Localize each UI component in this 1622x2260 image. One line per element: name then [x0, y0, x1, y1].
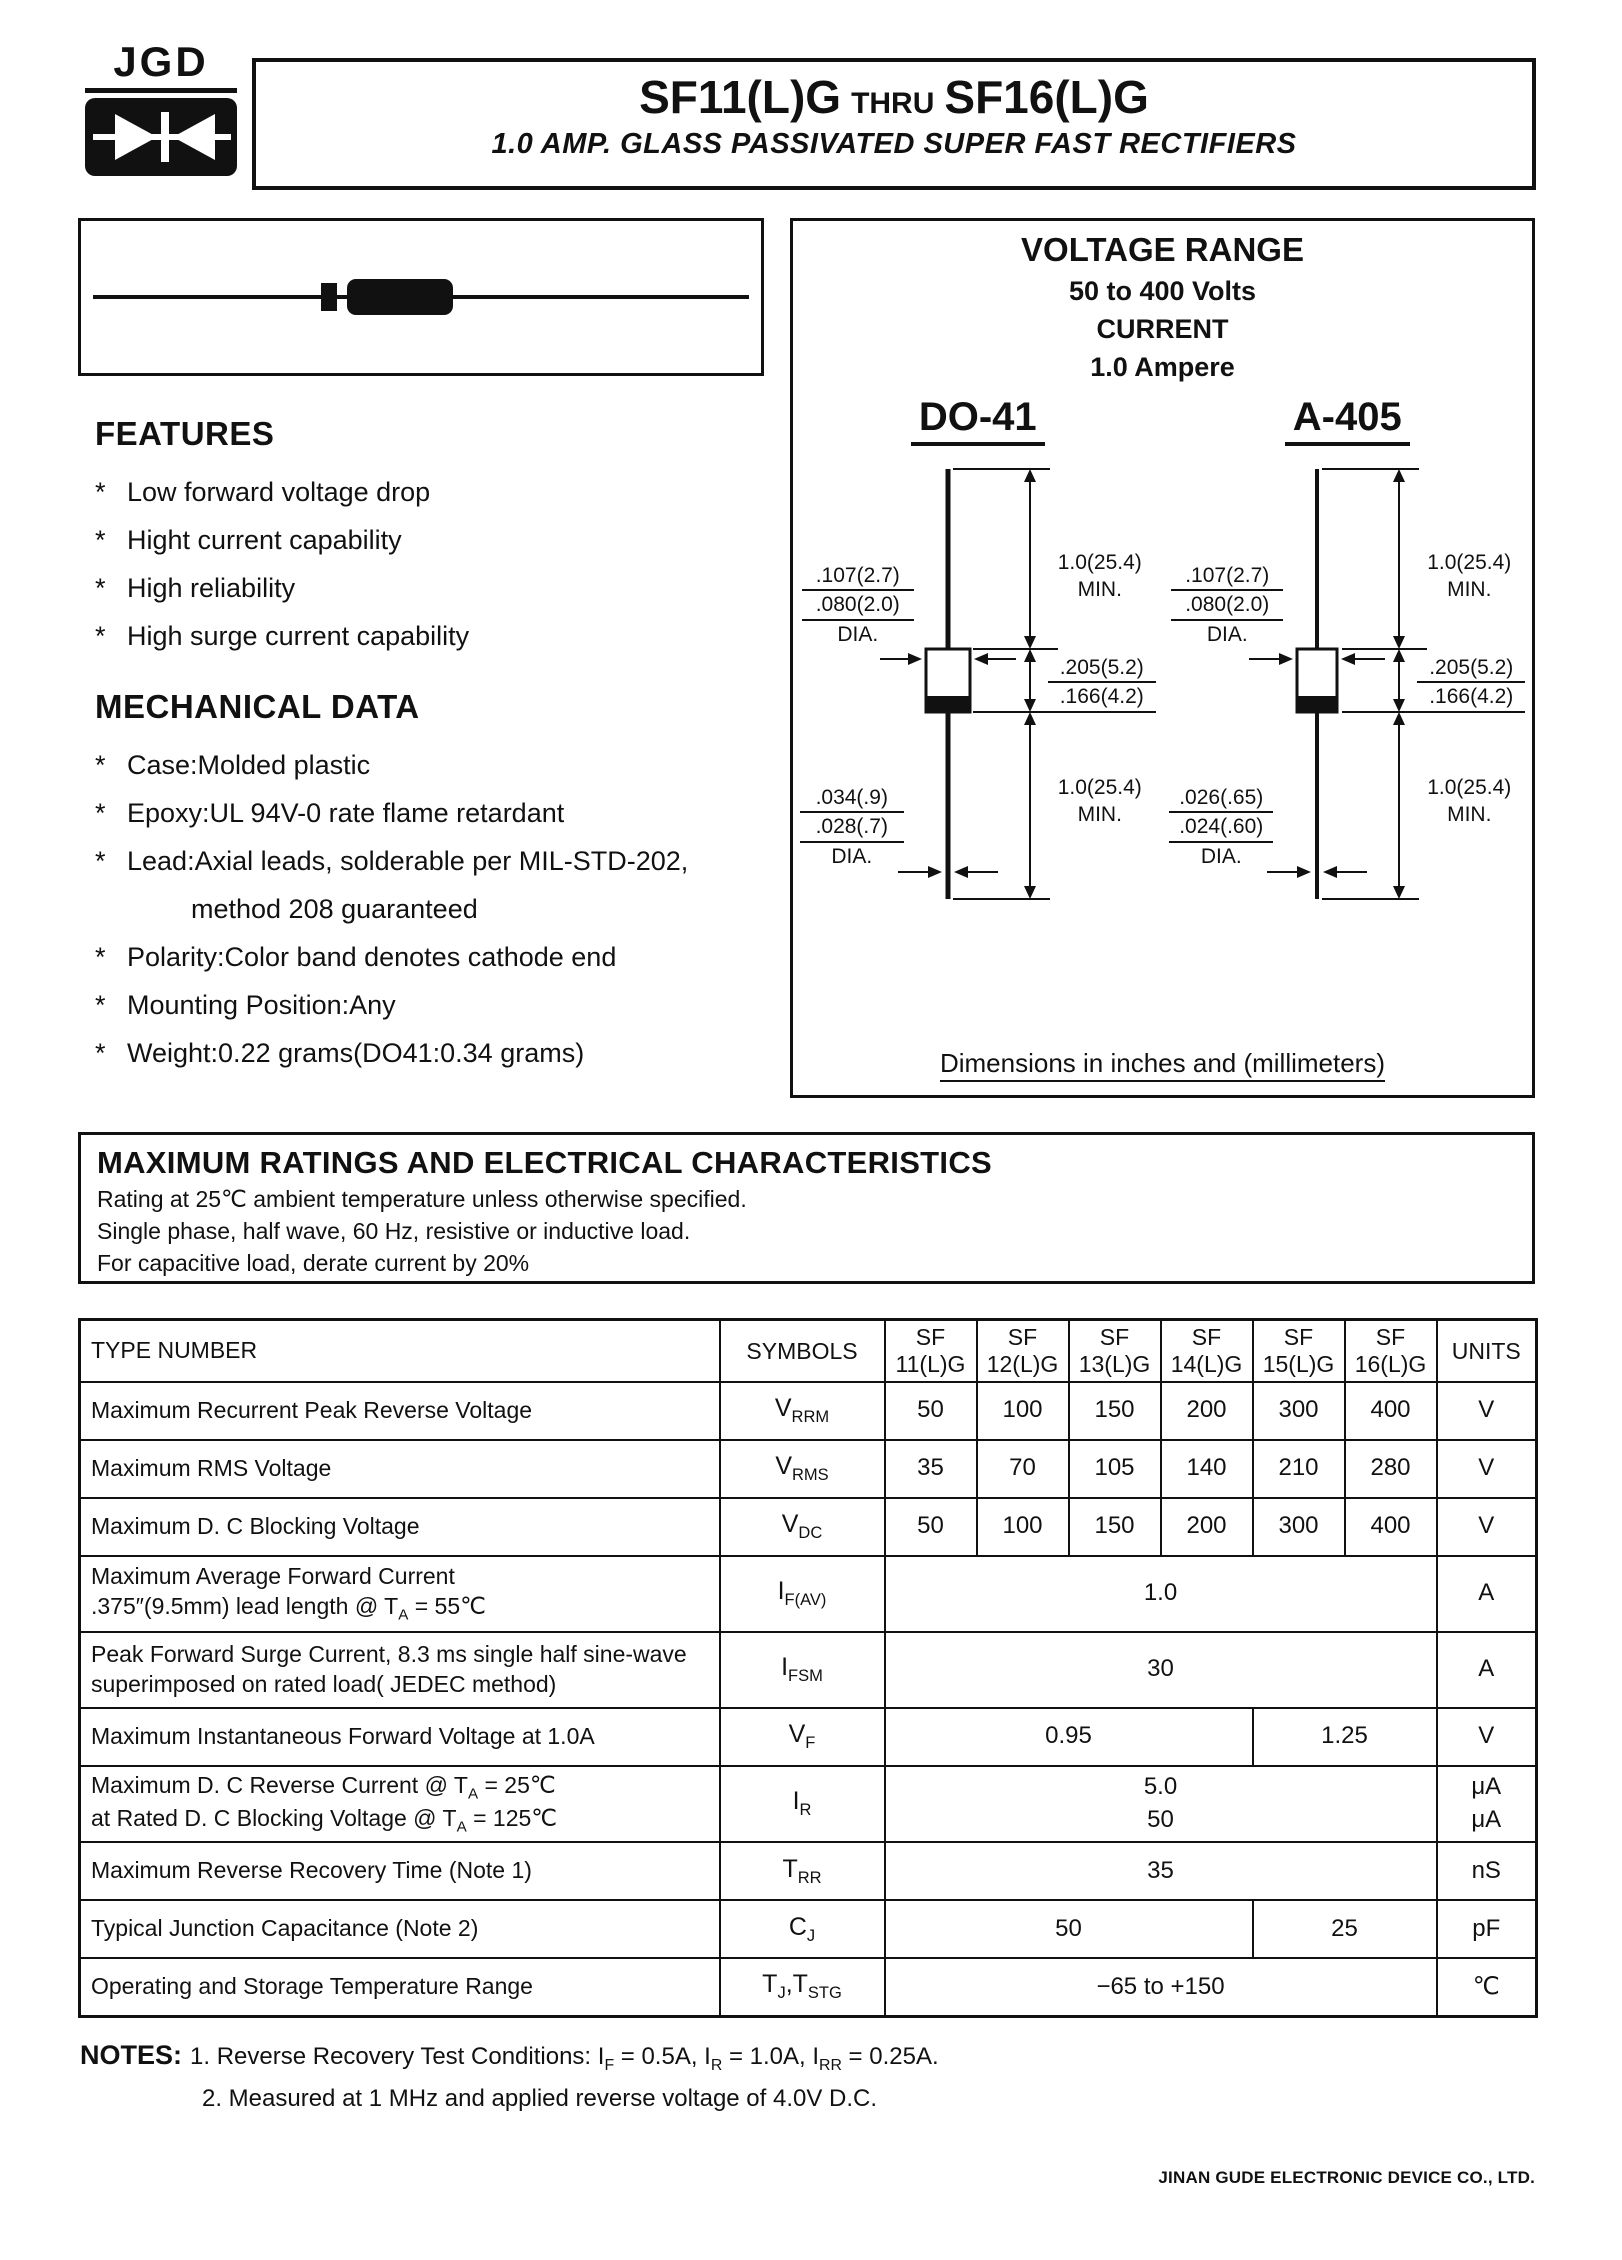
value-cell: 0.95	[885, 1708, 1253, 1766]
mechanical-text: Epoxy:UL 94V-0 rate flame retardant	[127, 798, 565, 828]
ratings-condition: Rating at 25℃ ambient temperature unless otherwise specified.	[97, 1186, 747, 1212]
value-cell: 300	[1253, 1382, 1345, 1440]
table-row	[80, 1382, 1537, 1440]
dim-min-label: MIN.	[1077, 803, 1122, 827]
value-cell: 400	[1345, 1382, 1437, 1440]
dim-value: .205(5.2)	[1048, 654, 1156, 683]
diode-photo-box	[78, 218, 764, 376]
dim-value: 1.0(25.4)	[1057, 776, 1142, 799]
value-cell: 200	[1161, 1382, 1253, 1440]
package-name: DO-41	[911, 395, 1045, 446]
value-cell: 35	[885, 1842, 1437, 1900]
dim-value: .205(5.2)	[1417, 654, 1525, 683]
dim-min-label: MIN.	[1077, 578, 1122, 602]
package-drawing-do41	[798, 454, 1158, 924]
dim-body-length	[1417, 654, 1525, 713]
mechanical-item	[95, 798, 775, 829]
dim-body-length	[1048, 654, 1156, 713]
dim-value: .026(.65)	[1169, 784, 1273, 813]
param-cell: Peak Forward Surge Current, 8.3 ms single half sine-wave superimposed on rated load( JEDEC method)	[80, 1632, 720, 1708]
voltage-range-title: VOLTAGE RANGE	[1021, 231, 1304, 268]
table-row	[80, 1632, 1537, 1708]
dim-value: .107(2.7)	[802, 562, 914, 591]
dim-body-diameter	[802, 562, 914, 648]
param-cell: Maximum Reverse Recovery Time (Note 1)	[80, 1842, 720, 1900]
mechanical-item-continuation	[95, 894, 775, 925]
ratings-section	[78, 1132, 1535, 1284]
mechanical-text: Polarity:Color band denotes cathode end	[127, 942, 617, 972]
mechanical-text: Lead:Axial leads, solderable per MIL-STD-202,	[127, 846, 689, 876]
voltage-range-box	[790, 218, 1535, 1098]
symbol-cell: $V_F$	[720, 1708, 885, 1766]
dim-lead-length-bottom	[1415, 774, 1523, 829]
value-cell: 25	[1253, 1900, 1437, 1958]
col-header-symbols: SYMBOLS	[720, 1320, 885, 1382]
bullet: *	[95, 798, 106, 828]
title-start: SF11(L)G	[639, 71, 842, 123]
dim-lead-length-bottom	[1046, 774, 1154, 829]
bullet: *	[95, 477, 106, 507]
col-header-type-number: TYPE NUMBER	[80, 1320, 720, 1382]
value-cell: 70	[977, 1440, 1069, 1498]
features-section	[95, 415, 755, 669]
value-cell: 300	[1253, 1498, 1345, 1556]
param-cell: Maximum RMS Voltage	[80, 1440, 720, 1498]
package-name: A-405	[1285, 395, 1410, 446]
value-cell: 210	[1253, 1440, 1345, 1498]
mechanical-text: Mounting Position:Any	[127, 990, 396, 1020]
dim-unit-label: DIA.	[1206, 622, 1248, 646]
bullet: *	[95, 573, 106, 603]
ratings-condition: Single phase, half wave, 60 Hz, resistive or inductive load.	[97, 1218, 691, 1244]
feature-item	[95, 621, 755, 652]
mechanical-text: Case:Molded plastic	[127, 750, 371, 780]
ratings-condition: For capacitive load, derate current by 20%	[97, 1250, 530, 1276]
symbol-cell: $V_{RMS}$	[720, 1440, 885, 1498]
current-value: 1.0 Ampere	[1090, 352, 1235, 382]
table-row	[80, 1842, 1537, 1900]
symbol-cell: $V_{DC}$	[720, 1498, 885, 1556]
table-row	[80, 1958, 1537, 2016]
param-cell: Maximum Recurrent Peak Reverse Voltage	[80, 1382, 720, 1440]
unit-cell: V	[1437, 1440, 1537, 1498]
table-row	[80, 1766, 1537, 1843]
value-cell: 5.0 50	[885, 1766, 1437, 1843]
dim-value: 1.0(25.4)	[1427, 551, 1512, 574]
table-row	[80, 1556, 1537, 1632]
ratings-title: MAXIMUM RATINGS AND ELECTRICAL CHARACTERISTICS	[97, 1145, 992, 1180]
dim-body-diameter	[1171, 562, 1283, 648]
note-line-1	[80, 2040, 1480, 2075]
notes-label: NOTES:	[80, 2040, 183, 2070]
unit-cell: pF	[1437, 1900, 1537, 1958]
value-cell: 100	[977, 1498, 1069, 1556]
table-header-row	[80, 1320, 1537, 1382]
notes-section	[80, 2040, 1480, 2113]
col-header-device: SF 14(L)G	[1161, 1320, 1253, 1382]
bullet	[159, 894, 191, 925]
param-cell: Operating and Storage Temperature Range	[80, 1958, 720, 2016]
value-cell: 30	[885, 1632, 1437, 1708]
dim-value: .107(2.7)	[1171, 562, 1283, 591]
page-title	[256, 70, 1532, 124]
dim-min-label: MIN.	[1447, 578, 1492, 602]
features-heading: FEATURES	[95, 415, 275, 452]
param-cell: Maximum Instantaneous Forward Voltage at 1.0A	[80, 1708, 720, 1766]
footer-company: JINAN GUDE ELECTRONIC DEVICE CO., LTD.	[1158, 2168, 1535, 2187]
param-cell: Maximum Average Forward Current .375″(9.5mm) lead length @ $T_A$ = 55℃	[80, 1556, 720, 1632]
col-header-device: SF 15(L)G	[1253, 1320, 1345, 1382]
col-header-device: SF 16(L)G	[1345, 1320, 1437, 1382]
value-cell: 1.25	[1253, 1708, 1437, 1766]
subtitle: 1.0 AMP. GLASS PASSIVATED SUPER FAST RECTIFIERS	[491, 128, 1297, 160]
dimensions-note	[793, 1048, 1532, 1079]
dim-value: .080(2.0)	[1171, 591, 1283, 620]
value-cell: 50	[885, 1900, 1253, 1958]
table-row	[80, 1900, 1537, 1958]
dim-value: 1.0(25.4)	[1427, 776, 1512, 799]
feature-item	[95, 525, 755, 556]
mechanical-text: method 208 guaranteed	[191, 894, 478, 924]
package-a405	[1163, 395, 1533, 924]
dim-value: .166(4.2)	[1048, 683, 1156, 712]
value-cell: 140	[1161, 1440, 1253, 1498]
note-1: 1. Reverse Recovery Test Conditions: $I_F = 0.5A$, $I_R = 1.0A$, $I_{RR} = 0.25A$.	[190, 2043, 939, 2074]
value-cell: 280	[1345, 1440, 1437, 1498]
mechanical-item	[95, 990, 775, 1021]
diode-illustration-icon	[81, 221, 761, 373]
feature-item	[95, 573, 755, 604]
package-do41	[793, 395, 1163, 924]
unit-cell: A	[1437, 1556, 1537, 1632]
unit-cell: V	[1437, 1382, 1537, 1440]
title-thru: THRU	[851, 87, 935, 120]
title-box	[252, 58, 1536, 190]
dim-lead-length-top	[1046, 549, 1154, 604]
symbol-cell: $I_{FSM}$	[720, 1632, 885, 1708]
bullet: *	[95, 990, 106, 1020]
feature-text: High surge current capability	[127, 621, 470, 651]
param-cell: Maximum D. C Blocking Voltage	[80, 1498, 720, 1556]
note-2: 2. Measured at 1 MHz and applied reverse voltage of 4.0V D.C.	[202, 2084, 878, 2112]
bullet: *	[95, 621, 106, 651]
value-cell: 100	[977, 1382, 1069, 1440]
package-drawings	[793, 395, 1532, 924]
value-cell: 400	[1345, 1498, 1437, 1556]
mechanical-data-section	[95, 688, 775, 1086]
value-cell: 150	[1069, 1498, 1161, 1556]
symbol-cell: $I_R$	[720, 1766, 885, 1843]
dim-lead-diameter	[800, 784, 904, 870]
voltage-range-value: 50 to 400 Volts	[1068, 276, 1257, 306]
param-cell: Maximum D. C Reverse Current @ $T_A$ = 25℃ at Rated D. C Blocking Voltage @ $T_A$ = 125℃	[80, 1766, 720, 1843]
col-header-device: SF 11(L)G	[885, 1320, 977, 1382]
dim-lead-length-top	[1415, 549, 1523, 604]
mechanical-heading: MECHANICAL DATA	[95, 688, 420, 725]
bullet: *	[95, 750, 106, 780]
symbol-cell: $V_{RRM}$	[720, 1382, 885, 1440]
logo	[85, 38, 237, 176]
param-cell: Typical Junction Capacitance (Note 2)	[80, 1900, 720, 1958]
feature-text: High reliability	[127, 573, 296, 603]
mechanical-item	[95, 750, 775, 781]
mechanical-item	[95, 942, 775, 973]
package-drawing-a405	[1167, 454, 1527, 924]
current-label: CURRENT	[1096, 314, 1229, 344]
mechanical-item	[95, 1038, 775, 1069]
dim-value: 1.0(25.4)	[1057, 551, 1142, 574]
diode-logo-icon	[85, 98, 237, 176]
col-header-device: SF 13(L)G	[1069, 1320, 1161, 1382]
unit-cell: nS	[1437, 1842, 1537, 1900]
dim-unit-label: DIA.	[831, 844, 873, 868]
feature-text: Low forward voltage drop	[127, 477, 431, 507]
unit-cell: V	[1437, 1708, 1537, 1766]
unit-cell: A	[1437, 1632, 1537, 1708]
value-cell: 35	[885, 1440, 977, 1498]
feature-item	[95, 477, 755, 508]
value-cell: 50	[885, 1382, 977, 1440]
symbol-cell: $I_{F(AV)}$	[720, 1556, 885, 1632]
table-row	[80, 1498, 1537, 1556]
symbol-cell: $T_{RR}$	[720, 1842, 885, 1900]
value-cell: 50	[885, 1498, 977, 1556]
bullet: *	[95, 1038, 106, 1068]
ratings-table	[78, 1318, 1538, 2018]
dim-lead-diameter	[1169, 784, 1273, 870]
dim-value: .028(.7)	[800, 813, 904, 842]
symbol-cell: $T_J,T_{STG}$	[720, 1958, 885, 2016]
title-end: SF16(L)G	[944, 71, 1149, 123]
unit-cell: ℃	[1437, 1958, 1537, 2016]
dim-unit-label: DIA.	[837, 622, 879, 646]
value-cell: 150	[1069, 1382, 1161, 1440]
bullet: *	[95, 525, 106, 555]
feature-text: Hight current capability	[127, 525, 402, 555]
bullet: *	[95, 846, 106, 876]
dim-value: .166(4.2)	[1417, 683, 1525, 712]
value-cell: 200	[1161, 1498, 1253, 1556]
value-cell: −65 to +150	[885, 1958, 1437, 2016]
symbol-cell: $C_J$	[720, 1900, 885, 1958]
logo-text: JGD	[85, 38, 237, 93]
mechanical-text: Weight:0.22 grams(DO41:0.34 grams)	[127, 1038, 585, 1068]
table-row	[80, 1440, 1537, 1498]
dim-unit-label: DIA.	[1200, 844, 1242, 868]
bullet: *	[95, 942, 106, 972]
dimensions-note-text: Dimensions in inches and (millimeters)	[940, 1048, 1385, 1082]
unit-cell: V	[1437, 1498, 1537, 1556]
dim-value: .024(.60)	[1169, 813, 1273, 842]
dim-value: .080(2.0)	[802, 591, 914, 620]
col-header-device: SF 12(L)G	[977, 1320, 1069, 1382]
value-cell: 1.0	[885, 1556, 1437, 1632]
dim-min-label: MIN.	[1447, 803, 1492, 827]
col-header-units: UNITS	[1437, 1320, 1537, 1382]
mechanical-item	[95, 846, 775, 877]
table-row	[80, 1708, 1537, 1766]
dim-value: .034(.9)	[800, 784, 904, 813]
value-cell: 105	[1069, 1440, 1161, 1498]
unit-cell: μA μA	[1437, 1766, 1537, 1843]
